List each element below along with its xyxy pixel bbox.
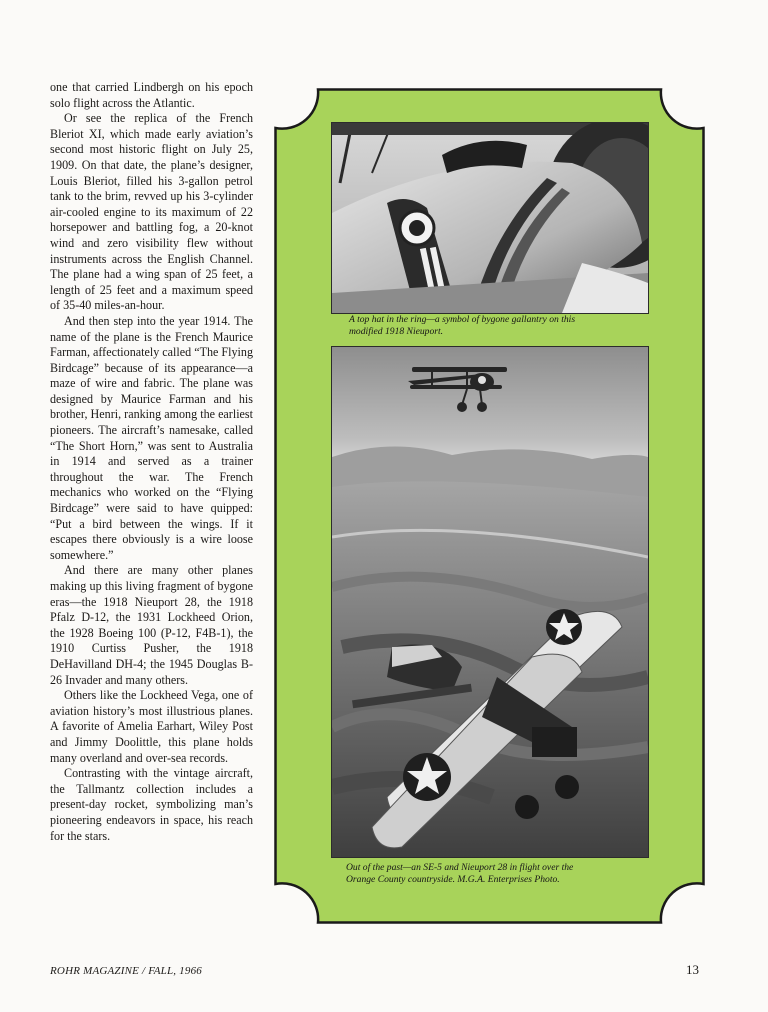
article-paragraph: Contrasting with the vintage aircraft, the Tallmantz collection includes a present-day rocket, symbolizing man’s pioneering endeavors in space, his reach for the stars. — [50, 766, 253, 843]
article-paragraph: Others like the Lockheed Vega, one of aviation history’s most illustrious planes. A favorite of Amelia Earhart, Wiley Post and Jimmy Doolittle, this plane holds many overland and over-sea records. — [50, 688, 253, 765]
article-paragraph: Or see the replica of the French Bleriot XI, which made early aviation’s second most historic flight on July 25, 1909. On that date, the plane’s designer, Louis Bleriot, filled his 3-gallon petrol tank to the brim, revved up his 3-cylinder air-cooled engine to its maximum of 22 horsepower and battling fog, a 20-knot wind and zero visibility flew without instruments across the English Channel. The plane had a wing span of 25 feet, a length of 25 feet and a maximum speed of 35-40 miles-an-hour. — [50, 111, 253, 313]
photo-se5-nieuport-flight — [331, 346, 649, 858]
caption-line: Out of the past—an SE-5 and Nieuport 28 in flight over the — [346, 862, 574, 873]
article-body — [50, 80, 253, 844]
article-paragraph: And there are many other planes making up this living fragment of bygone eras—the 1918 Nieuport 28, the 1918 Pfalz D-12, the 1931 Lockheed Orion, the 1928 Boeing 100 (P-12, F4B-1), the 1910 Curtiss Pusher, the 1918 DeHavilland DH-4; the 1945 Douglas B-26 Invader and many others. — [50, 563, 253, 687]
photo-caption-top — [349, 314, 649, 337]
article-paragraph: And then step into the year 1914. The name of the plane is the French Maurice Farman, affectionately called “The Flying Birdcage” because of its appearance—a maze of wire and fabric. The plane was designed by Maurice Farman and his brother, Henri, ranking among the earliest pioneers. The aircraft’s namesake, called “The Short Horn,” was sent to Australia in 1914 and served as a trainer throughout the war. The French mechanics who worked on the “Flying Birdcage” were said to have quipped: “Put a bird between the wings. If it escapes there obviously is a wire loose somewhere.” — [50, 313, 253, 562]
page-number: 13 — [686, 962, 699, 977]
photo-caption-bottom — [346, 862, 646, 885]
article-paragraph: one that carried Lindbergh on his epoch solo flight across the Atlantic. — [50, 80, 253, 110]
caption-line: Orange County countryside. M.G.A. Enterprises Photo. — [346, 873, 560, 885]
caption-line: modified 1918 Nieuport. — [349, 325, 444, 337]
caption-line: A top hat in the ring—a symbol of bygone gallantry on this — [349, 314, 576, 325]
photo-nieuport-closeup — [331, 122, 649, 314]
publication-footer: ROHR MAGAZINE / FALL, 1966 — [50, 965, 202, 977]
